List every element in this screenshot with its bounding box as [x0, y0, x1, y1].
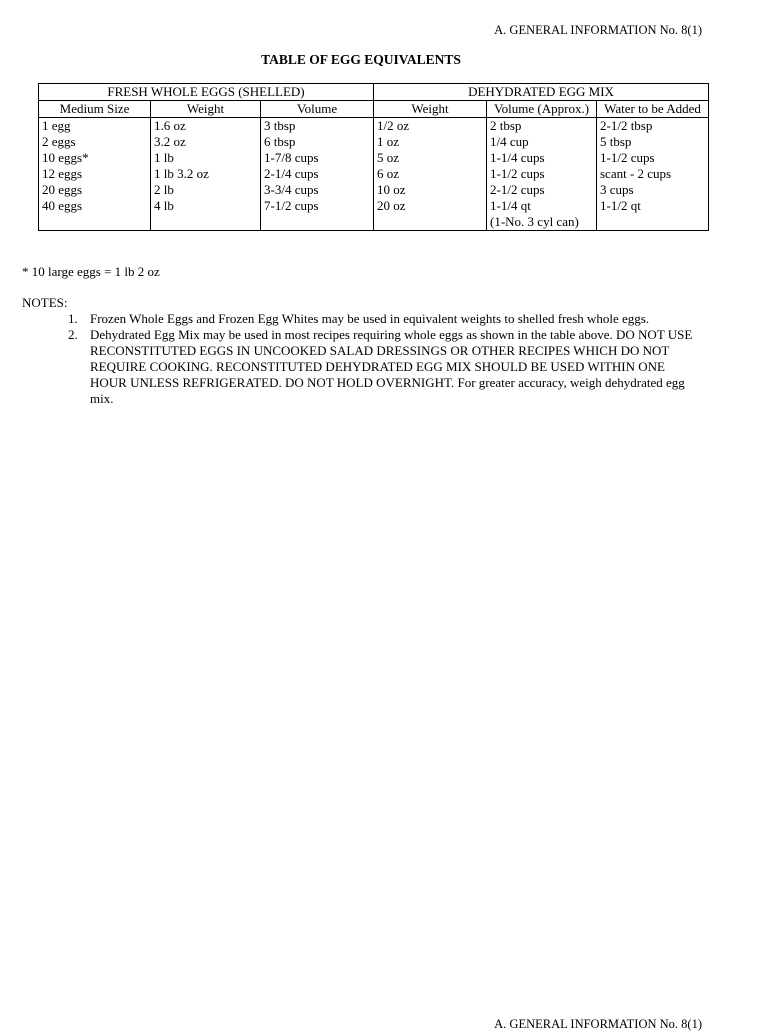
- table-row: [39, 118, 709, 135]
- table-cell: 3-3/4 cups: [261, 182, 374, 198]
- group-header-dehydrated: DEHYDRATED EGG MIX: [374, 84, 709, 101]
- column-header-fresh-volume: Volume: [261, 101, 374, 118]
- page-title: TABLE OF EGG EQUIVALENTS: [261, 52, 461, 67]
- note-number: 1.: [68, 311, 78, 326]
- table-cell: 40 eggs: [39, 198, 151, 231]
- table-cell: 1 lb: [151, 150, 261, 166]
- column-header-water: Water to be Added: [597, 101, 709, 118]
- table-cell: 2-1/2 tbsp: [597, 118, 709, 135]
- footer-reference: A. GENERAL INFORMATION No. 8(1): [494, 1017, 702, 1031]
- note-number: 2.: [68, 327, 78, 342]
- column-header-mix-volume: Volume (Approx.): [487, 101, 597, 118]
- table-cell: 3.2 oz: [151, 134, 261, 150]
- table-cell: scant - 2 cups: [597, 166, 709, 182]
- column-header-mix-weight: Weight: [374, 101, 487, 118]
- table-cell: 1/2 oz: [374, 118, 487, 135]
- table-cell: 1-7/8 cups: [261, 150, 374, 166]
- table-cell: 2 lb: [151, 182, 261, 198]
- table-cell: 20 eggs: [39, 182, 151, 198]
- table-row: [39, 166, 709, 182]
- table-cell: 7-1/2 cups: [261, 198, 374, 231]
- table-cell: [487, 198, 597, 231]
- table-cell: 2 eggs: [39, 134, 151, 150]
- cell-volume-note: (1-No. 3 cyl can): [490, 214, 579, 229]
- table-cell: 12 eggs: [39, 166, 151, 182]
- table-cell: 1-1/2 cups: [487, 166, 597, 182]
- table-row: [39, 150, 709, 166]
- table-cell: 1 egg: [39, 118, 151, 135]
- note-item: [68, 311, 700, 327]
- table-cell: 1 lb 3.2 oz: [151, 166, 261, 182]
- table-cell: 10 oz: [374, 182, 487, 198]
- table-cell: 4 lb: [151, 198, 261, 231]
- egg-equivalents-table: [38, 83, 709, 231]
- header-reference: A. GENERAL INFORMATION No. 8(1): [494, 23, 702, 37]
- notes-label: NOTES:: [22, 295, 68, 310]
- table-cell: 6 tbsp: [261, 134, 374, 150]
- table-cell: 5 tbsp: [597, 134, 709, 150]
- note-item: [68, 327, 700, 407]
- table-cell: 1/4 cup: [487, 134, 597, 150]
- table-cell: 20 oz: [374, 198, 487, 231]
- table-cell: 10 eggs*: [39, 150, 151, 166]
- note-text: Frozen Whole Eggs and Frozen Egg Whites may be used in equivalent weights to shelled fresh whole eggs.: [90, 311, 650, 326]
- table-cell: 1-1/2 cups: [597, 150, 709, 166]
- table-cell: 3 tbsp: [261, 118, 374, 135]
- table-row: [39, 198, 709, 231]
- notes-list: [68, 311, 700, 407]
- table-cell: 2-1/2 cups: [487, 182, 597, 198]
- cell-volume-value: 1-1/4 qt: [490, 198, 531, 213]
- table-cell: 6 oz: [374, 166, 487, 182]
- table-cell: 5 oz: [374, 150, 487, 166]
- table-cell: 1-1/4 cups: [487, 150, 597, 166]
- table-cell: 1.6 oz: [151, 118, 261, 135]
- group-header-fresh: FRESH WHOLE EGGS (SHELLED): [39, 84, 374, 101]
- table-cell: 1-1/2 qt: [597, 198, 709, 231]
- column-header-medium-size: Medium Size: [39, 101, 151, 118]
- table-row: [39, 134, 709, 150]
- table-cell: 2-1/4 cups: [261, 166, 374, 182]
- footnote: * 10 large eggs = 1 lb 2 oz: [22, 264, 160, 279]
- column-header-fresh-weight: Weight: [151, 101, 261, 118]
- table-cell: 1 oz: [374, 134, 487, 150]
- table-row: [39, 182, 709, 198]
- table-cell: 2 tbsp: [487, 118, 597, 135]
- table-cell: 3 cups: [597, 182, 709, 198]
- note-text: Dehydrated Egg Mix may be used in most recipes requiring whole eggs as shown in the table above. DO NOT USE RECONSTITUTED EGGS IN UNCOOKED SALAD DRESSINGS OR OTHER RECIPES WHICH DO NOT REQUIRE COOKING. RECONSTITUTED DEHYDRATED EGG MIX SHOULD BE USED WITHIN ONE HOUR UNLESS REFRIGERATED. DO NOT HOLD OVERNIGHT. For greater accuracy, weigh dehydrated egg mix.: [90, 327, 693, 406]
